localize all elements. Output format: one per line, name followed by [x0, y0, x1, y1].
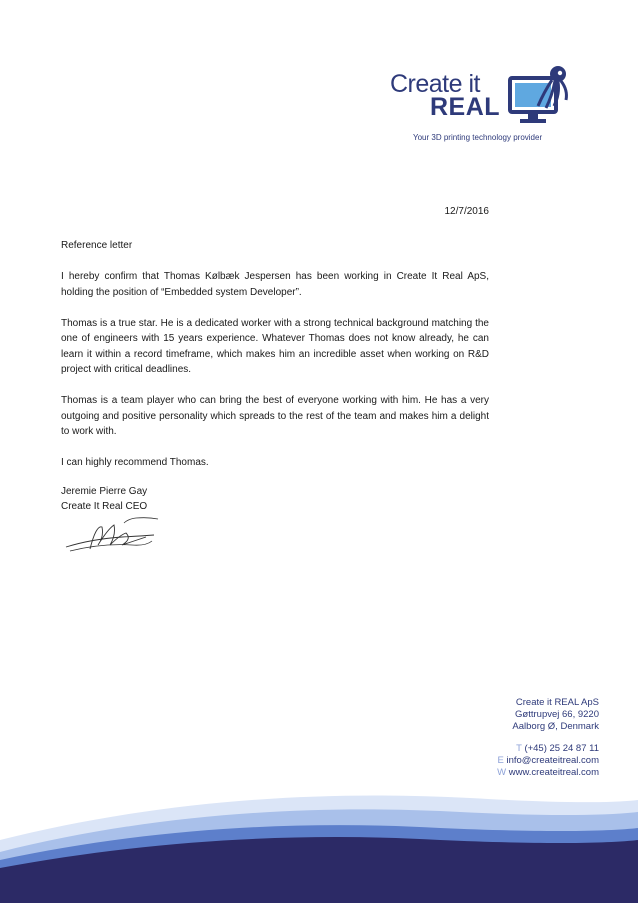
web-label: W — [497, 767, 507, 778]
footer-wave-decoration — [0, 770, 638, 903]
address-city: Aalborg Ø, Denmark — [512, 721, 599, 732]
address-company: Create it REAL ApS — [515, 697, 599, 708]
logo-text-create: Create it — [390, 70, 480, 98]
address-email-line — [399, 755, 599, 767]
handwritten-signature — [62, 515, 162, 555]
signer-name: Jeremie Pierre Gay — [61, 486, 148, 497]
letter-body — [61, 238, 489, 486]
letter-paragraph: Thomas is a true star. He is a dedicated worker with a strong technical background matching the one of engineers with 15 years experience. Whatever Thomas does not know already, he can learn it within a record timeframe, which makes him an incredible asset when working on R&D project with critical deadlines. — [61, 317, 489, 375]
letter-date: 12/7/2016 — [444, 206, 489, 217]
letter-paragraph: Thomas is a team player who can bring the best of everyone working with him. He has a very outgoing and positive personality which spreads to the rest of the team and makes him a delight to work with. — [61, 395, 489, 437]
letter-closing: I can highly recommend Thomas. — [61, 457, 209, 468]
monitor-octopus-icon — [508, 62, 578, 132]
address-email: info@createitreal.com — [506, 755, 599, 766]
letter-paragraph: I hereby confirm that Thomas Kølbæk Jespersen has been working in Create It Real ApS, holding the position of “Embedded system Developer”. — [61, 271, 489, 298]
letter-subject: Reference letter — [61, 240, 133, 251]
company-address — [399, 697, 599, 779]
email-label: E — [497, 755, 504, 766]
company-logo — [390, 62, 590, 152]
signer-title: Create It Real CEO — [61, 501, 148, 512]
phone-label: T — [516, 743, 522, 754]
logo-tagline: Your 3D printing technology provider — [413, 133, 543, 142]
address-street: Gøttrupvej 66, 9220 — [515, 709, 599, 720]
address-phone-line — [399, 743, 599, 755]
address-web: www.createitreal.com — [508, 767, 599, 778]
logo-text-real: REAL — [430, 93, 501, 121]
address-phone: (+45) 25 24 87 11 — [524, 743, 599, 754]
